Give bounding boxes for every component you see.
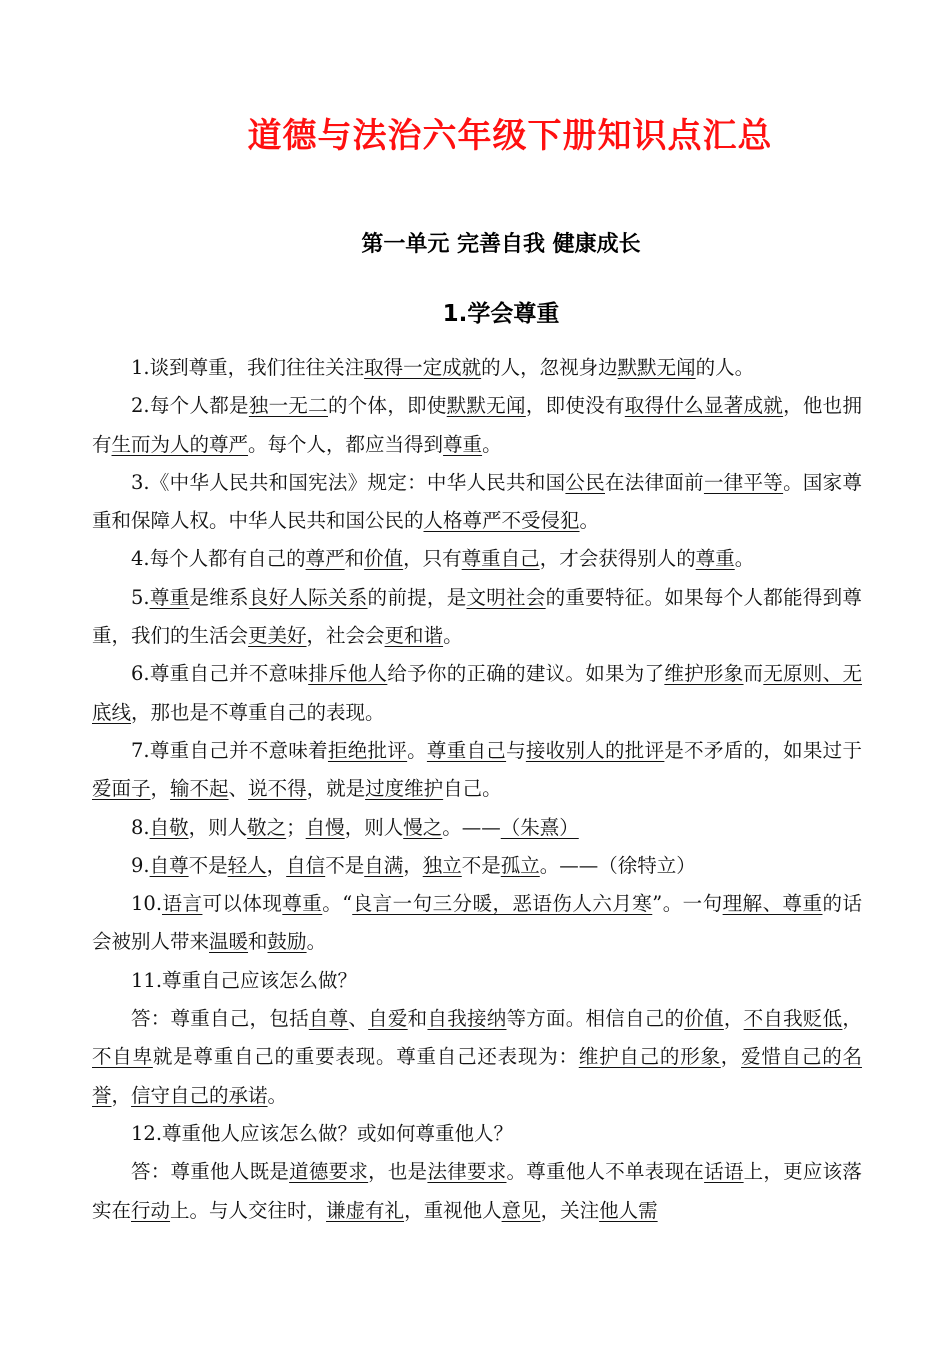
text-run: 答：尊重他人既是: [131, 1160, 290, 1184]
document-title: 道德与法治六年级下册知识点汇总: [247, 116, 773, 156]
text-run: ，只有: [403, 547, 462, 571]
underlined-keyword: 拒绝批评: [327, 738, 408, 762]
text-run: 就是尊重自己的重要表现。尊重自己还表现为：: [152, 1045, 579, 1069]
text-run: 是不矛盾的，如果过于: [664, 738, 862, 762]
paragraph-4: [92, 540, 862, 578]
underlined-keyword: 尊重: [443, 432, 483, 456]
text-run: ，也是: [368, 1160, 428, 1184]
text-run: 2.每个人都是: [131, 394, 249, 418]
underlined-keyword: 不自卑: [92, 1045, 153, 1069]
text-run: 的人。: [695, 356, 755, 379]
text-run: 。——（徐特立）: [539, 853, 696, 877]
underlined-keyword: 过度维护: [365, 777, 444, 801]
text-run: 3.《中华人民共和国宪法》规定：中华人民共和国: [131, 470, 566, 494]
text-run: 而: [743, 662, 764, 686]
underlined-keyword: 一律平等: [703, 470, 784, 494]
text-run: 、: [348, 1007, 369, 1031]
text-run: 与: [506, 738, 526, 762]
text-run: 12.尊重他人应该怎么做？或如何尊重他人？: [131, 1121, 514, 1145]
text-run: 上。与人交往时，: [170, 1198, 327, 1222]
unit-heading: 第一单元 完善自我 健康成长: [361, 232, 641, 257]
text-run: ，: [266, 853, 287, 877]
underlined-keyword: 默默无闻: [446, 394, 526, 418]
text-run: 。: [482, 432, 502, 456]
underlined-keyword: 道德要求: [289, 1160, 369, 1184]
underlined-keyword: 自信: [286, 853, 326, 877]
underlined-keyword: 尊重: [695, 547, 735, 571]
text-run: ，: [723, 1007, 744, 1031]
text-run: 。: [267, 1083, 288, 1107]
underlined-keyword: 自尊: [149, 853, 189, 877]
underlined-keyword: 更和谐: [384, 624, 444, 648]
text-run: ，: [150, 777, 171, 801]
underlined-keyword: 价值: [364, 547, 404, 571]
text-run: 在法律面前: [605, 470, 704, 494]
text-run: ，: [111, 1083, 132, 1107]
underlined-keyword: 自满: [364, 853, 404, 877]
text-run: 的前提，是: [367, 585, 467, 609]
underlined-keyword: 温暖: [209, 930, 249, 954]
text-run: 。“: [322, 892, 353, 916]
text-run: 的个体，即使: [327, 394, 447, 418]
text-run: 的人，忽视身边: [481, 356, 618, 379]
text-run: 上，更应该落实在: [92, 1160, 862, 1222]
underlined-keyword: 话语: [704, 1160, 744, 1184]
underlined-keyword: 尊重: [282, 892, 323, 916]
text-run: 10.: [131, 892, 163, 916]
text-run: ，: [720, 1045, 742, 1069]
text-run: 。每个人，都应当得到: [248, 432, 444, 456]
underlined-keyword: 良好人际关系: [248, 585, 368, 609]
paragraph-10: [92, 885, 862, 962]
underlined-keyword: 爱面子: [92, 777, 151, 801]
text-run: 5.: [131, 585, 150, 609]
underlined-keyword: 价值: [684, 1007, 724, 1031]
underlined-keyword: 理解、尊重: [722, 892, 823, 916]
underlined-keyword: 维护自己的形象: [578, 1045, 721, 1069]
text-run: 。: [407, 738, 427, 762]
text-run: 答：尊重自己，包括: [131, 1007, 309, 1031]
underlined-keyword: 意见: [501, 1198, 541, 1222]
text-run: 。国家尊重和保障人权。中华人民共和国公民的: [92, 470, 862, 533]
underlined-keyword: 维护形象: [664, 662, 744, 686]
paragraph-6: [92, 655, 862, 732]
text-run: ，即使没有: [525, 394, 625, 418]
underlined-keyword: （朱熹）: [500, 815, 579, 839]
text-run: 、: [228, 777, 249, 801]
underlined-keyword: 默默无闻: [617, 356, 696, 379]
underlined-keyword: 轻人: [227, 853, 267, 877]
text-run: 。: [306, 930, 327, 954]
text-run: ，重视他人: [404, 1198, 502, 1222]
text-run: ，: [403, 853, 423, 877]
text-run: 7.尊重自己并不意味着: [131, 738, 328, 762]
text-run: 11.尊重自己应该怎么做？: [131, 968, 358, 992]
underlined-keyword: 取得一定成就: [364, 356, 482, 379]
text-run: 。: [443, 624, 463, 648]
text-run: 是维系: [189, 585, 249, 609]
underlined-keyword: 良言一句三分暖，恶语伤人六月寒: [352, 892, 653, 916]
text-run: ，那也是不尊重自己的表现。: [131, 700, 385, 724]
underlined-keyword: 孤立: [500, 853, 540, 877]
underlined-keyword: 输不起: [170, 777, 229, 801]
paragraph-7: [92, 732, 862, 809]
underlined-keyword: 更美好: [248, 624, 307, 648]
paragraph-11: [92, 962, 862, 1000]
text-run: 。: [734, 547, 755, 571]
underlined-keyword: 自尊: [308, 1007, 349, 1031]
underlined-keyword: 公民: [565, 470, 605, 494]
underlined-keyword: 尊重自己: [461, 547, 540, 571]
underlined-keyword: 排斥他人: [308, 662, 388, 686]
text-run: 6.尊重自己并不意味: [131, 662, 309, 686]
paragraph-5: [92, 579, 862, 656]
paragraph-1: [92, 349, 862, 387]
document-body: [92, 349, 862, 1230]
underlined-keyword: 自爱: [368, 1007, 408, 1031]
underlined-keyword: 不自我贬低: [743, 1007, 843, 1031]
underlined-keyword: 无原则、无底线: [92, 662, 862, 724]
underlined-keyword: 信守自己的承诺: [131, 1083, 268, 1107]
paragraph-9: [92, 847, 862, 885]
text-run: ，就是: [306, 777, 366, 801]
underlined-keyword: 尊严: [305, 547, 345, 571]
text-run: ；: [286, 815, 306, 839]
underlined-keyword: 慢之: [403, 815, 443, 839]
text-run: 等方面。相信自己的: [506, 1007, 685, 1031]
underlined-keyword: 爱惜自己的名誉: [92, 1045, 862, 1107]
text-run: ，社会会: [306, 624, 385, 648]
paragraph-2: [92, 387, 862, 464]
text-run: ，才会获得别人的: [539, 547, 696, 571]
underlined-keyword: 自我接纳: [427, 1007, 507, 1031]
underlined-keyword: 尊重: [149, 585, 190, 609]
underlined-keyword: 自敬: [149, 815, 189, 839]
text-run: 8.: [131, 815, 150, 839]
underlined-keyword: 他人需: [599, 1198, 658, 1222]
underlined-keyword: 接收别人的批评: [525, 738, 665, 762]
text-run: 4.每个人都有自己的: [131, 547, 306, 571]
underlined-keyword: 语言: [162, 892, 203, 916]
text-run: 9.: [131, 853, 150, 877]
underlined-keyword: 行动: [131, 1198, 171, 1222]
text-run: 和: [344, 547, 365, 571]
text-run: 。尊重他人不单表现在: [506, 1160, 705, 1184]
underlined-keyword: 谦虚有礼: [326, 1198, 405, 1222]
lesson-heading: 1.学会尊重: [442, 301, 560, 327]
text-run: 。: [579, 509, 600, 533]
underlined-keyword: 取得什么显著成就: [624, 394, 784, 418]
underlined-keyword: 尊重自己: [426, 738, 507, 762]
underlined-keyword: 说不得: [248, 777, 307, 801]
paragraph-13: [92, 1115, 862, 1153]
paragraph-8: [92, 809, 862, 847]
paragraph-3: [92, 464, 862, 541]
text-run: ，关注: [540, 1198, 600, 1222]
underlined-keyword: 人格尊严不受侵犯: [423, 509, 580, 533]
text-run: ”。一句: [652, 892, 723, 916]
underlined-keyword: 鼓励: [267, 930, 307, 954]
text-run: 不是: [188, 853, 228, 877]
text-run: 和: [248, 930, 268, 954]
text-run: ，他也拥有: [92, 394, 862, 456]
underlined-keyword: 独一无二: [248, 394, 328, 418]
text-run: ，: [842, 1007, 862, 1031]
paragraph-14: [92, 1153, 862, 1230]
paragraph-12: [92, 1000, 862, 1115]
text-run: 可以体现: [202, 892, 283, 916]
underlined-keyword: 自慢: [305, 815, 345, 839]
underlined-keyword: 生而为人的尊严: [111, 432, 249, 456]
underlined-keyword: 敬之: [247, 815, 287, 839]
text-run: 的话会被别人带来: [92, 892, 862, 954]
text-run: 给予你的正确的建议。如果为了: [387, 662, 665, 686]
text-run: ，则人: [344, 815, 404, 839]
text-run: 。——: [442, 815, 501, 839]
underlined-keyword: 文明社会: [466, 585, 546, 609]
underlined-keyword: 法律要求: [427, 1160, 507, 1184]
text-run: 1.谈到尊重，我们往往关注: [131, 356, 365, 379]
text-run: 不是: [325, 853, 365, 877]
underlined-keyword: 独立: [422, 853, 462, 877]
text-run: ，则人: [188, 815, 248, 839]
text-run: 不是: [461, 853, 501, 877]
text-run: 和: [407, 1007, 428, 1031]
text-run: 自己。: [443, 777, 502, 801]
text-run: 的重要特征。如果每个人都能得到尊重，我们的生活会: [92, 585, 862, 648]
